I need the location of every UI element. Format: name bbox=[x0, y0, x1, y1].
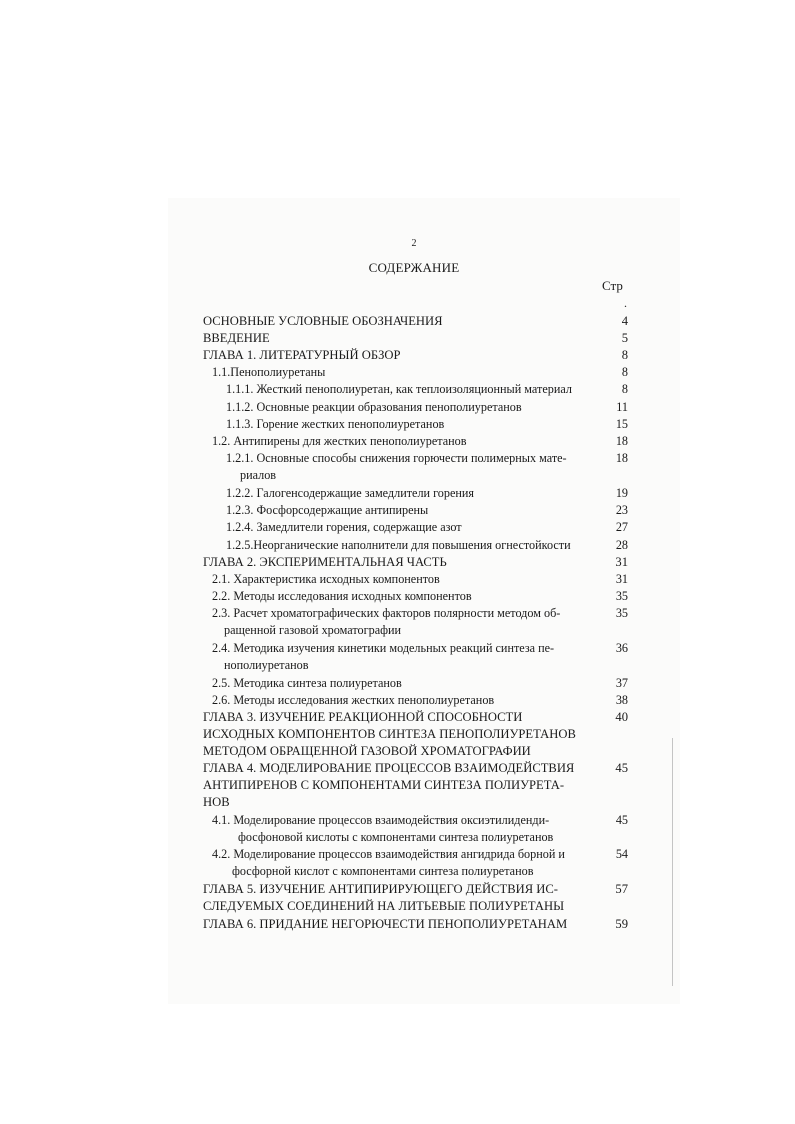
page-title: СОДЕРЖАНИЕ bbox=[368, 260, 460, 275]
toc-entry-page: 31 bbox=[615, 572, 628, 586]
toc-entry-page: 15 bbox=[615, 417, 628, 431]
toc-entry-text: 2.5. Методика синтеза полиуретанов bbox=[212, 676, 402, 690]
toc-entry-text: НОВ bbox=[203, 795, 230, 809]
toc-entry-text: МЕТОДОМ ОБРАЩЕННОЙ ГАЗОВОЙ ХРОМАТОГРАФИИ bbox=[203, 744, 531, 758]
toc-entry-text: ГЛАВА 5. ИЗУЧЕНИЕ АНТИПИРИРУЮЩЕГО ДЕЙСТВИЯ ИС- bbox=[203, 882, 558, 896]
toc-entry-text: ГЛАВА 1. ЛИТЕРАТУРНЫЙ ОБЗОР bbox=[203, 348, 401, 362]
toc-entry-page: 4 bbox=[621, 314, 628, 328]
toc-entry-text: нополиуретанов bbox=[224, 658, 309, 672]
toc-entry-text: 1.2.1. Основные способы снижения горючести полимерных мате- bbox=[226, 451, 567, 465]
toc-entry-page: 8 bbox=[621, 348, 628, 362]
toc-entry-page: 37 bbox=[615, 676, 628, 690]
toc-entry-text: ращенной газовой хроматографии bbox=[224, 623, 402, 637]
toc-entry-page: 27 bbox=[615, 520, 628, 534]
toc-entry-text: ИСХОДНЫХ КОМПОНЕНТОВ СИНТЕЗА ПЕНОПОЛИУРЕТАНОВ bbox=[203, 727, 576, 741]
toc-entry-text: 2.6. Методы исследования жестких пенополиуретанов bbox=[212, 693, 495, 707]
toc-entry-page: 18 bbox=[615, 451, 628, 465]
page-number: 2 bbox=[411, 238, 417, 249]
toc-entry-text: ВВЕДЕНИЕ bbox=[203, 331, 270, 345]
toc-entry-text: фосфорной кислот с компонентами синтеза полиуретанов bbox=[232, 864, 534, 878]
toc-entry-page: 45 bbox=[615, 813, 628, 827]
toc-entry-text: ГЛАВА 3. ИЗУЧЕНИЕ РЕАКЦИОННОЙ СПОСОБНОСТИ bbox=[203, 710, 523, 724]
toc-entry-page: 38 bbox=[615, 693, 628, 707]
toc-entry-text: ГЛАВА 4. МОДЕЛИРОВАНИЕ ПРОЦЕССОВ ВЗАИМОДЕЙСТВИЯ bbox=[203, 761, 575, 775]
toc-entry-page: 31 bbox=[615, 555, 628, 569]
toc-entry-text: 1.1.1. Жесткий пенополиуретан, как теплоизоляционный материал bbox=[226, 382, 572, 396]
toc-entry-page: 19 bbox=[615, 486, 628, 500]
toc-entry-page: 18 bbox=[615, 434, 628, 448]
toc-entry-page: 36 bbox=[615, 641, 628, 655]
toc-entry-text: 2.3. Расчет хроматографических факторов полярности методом об- bbox=[212, 606, 561, 620]
toc-entry-page: 35 bbox=[615, 606, 628, 620]
toc-entry-page: 5 bbox=[621, 331, 628, 345]
toc-entry-page: 57 bbox=[615, 882, 628, 896]
toc-entry-page: 28 bbox=[615, 538, 628, 552]
toc-entry-text: 2.1. Характеристика исходных компонентов bbox=[212, 572, 440, 586]
toc-entry-text: ГЛАВА 6. ПРИДАНИЕ НЕГОРЮЧЕСТИ ПЕНОПОЛИУРЕТАНАМ bbox=[203, 917, 568, 931]
toc-entry-page: 23 bbox=[615, 503, 628, 517]
toc-entry-page: 35 bbox=[615, 589, 628, 603]
toc-entry-page: 8 bbox=[621, 365, 628, 379]
toc-entry-text: 1.2.3. Фосфорсодержащие антипирены bbox=[226, 503, 429, 517]
toc-entry-text: риалов bbox=[240, 468, 277, 482]
toc-entry-text: 1.2.4. Замедлители горения, содержащие азот bbox=[226, 520, 462, 534]
toc-entry-text: ОСНОВНЫЕ УСЛОВНЫЕ ОБОЗНАЧЕНИЯ bbox=[203, 314, 443, 328]
toc-entry-text: 1.1.2. Основные реакции образования пенополиуретанов bbox=[226, 400, 522, 414]
toc-entry-text: 1.1.3. Горение жестких пенополиуретанов bbox=[226, 417, 445, 431]
toc-entry-text: СЛЕДУЕМЫХ СОЕДИНЕНИЙ НА ЛИТЬЕВЫЕ ПОЛИУРЕТАНЫ bbox=[203, 899, 565, 913]
toc-entry-text: 4.1. Моделирование процессов взаимодействия оксиэтилиденди- bbox=[212, 813, 550, 827]
toc-entry-text: АНТИПИРЕНОВ С КОМПОНЕНТАМИ СИНТЕЗА ПОЛИУРЕТА- bbox=[203, 778, 565, 792]
toc-entry-page: 45 bbox=[615, 761, 628, 775]
toc-entry-text: 1.1.Пенополиуретаны bbox=[212, 365, 326, 379]
toc-entry-text: 1.2.5.Неорганические наполнители для повышения огнестойкости bbox=[226, 538, 571, 552]
toc-entry-page: 59 bbox=[615, 917, 628, 931]
toc-entry-text: 2.2. Методы исследования исходных компонентов bbox=[212, 589, 472, 603]
toc-entry-text: 4.2. Моделирование процессов взаимодействия ангидрида борной и bbox=[212, 847, 565, 861]
toc-entry-text: фосфоновой кислоты с компонентами синтеза полиуретанов bbox=[238, 830, 554, 844]
toc-entry-page: 54 bbox=[615, 847, 628, 861]
page-column-mark: . bbox=[624, 296, 627, 310]
toc-entry-page: 8 bbox=[621, 382, 628, 396]
page-column-header: Стр bbox=[602, 278, 623, 293]
toc-entry-page: 40 bbox=[615, 710, 628, 724]
toc-entry-text: ГЛАВА 2. ЭКСПЕРИМЕНТАЛЬНАЯ ЧАСТЬ bbox=[203, 555, 447, 569]
toc-entry-text: 2.4. Методика изучения кинетики модельных реакций синтеза пе- bbox=[212, 641, 555, 655]
toc-entry-text: 1.2.2. Галогенсодержащие замедлители горения bbox=[226, 486, 475, 500]
toc-entry-text: 1.2. Антипирены для жестких пенополиуретанов bbox=[212, 434, 467, 448]
toc-entry-page: 11 bbox=[616, 400, 628, 414]
